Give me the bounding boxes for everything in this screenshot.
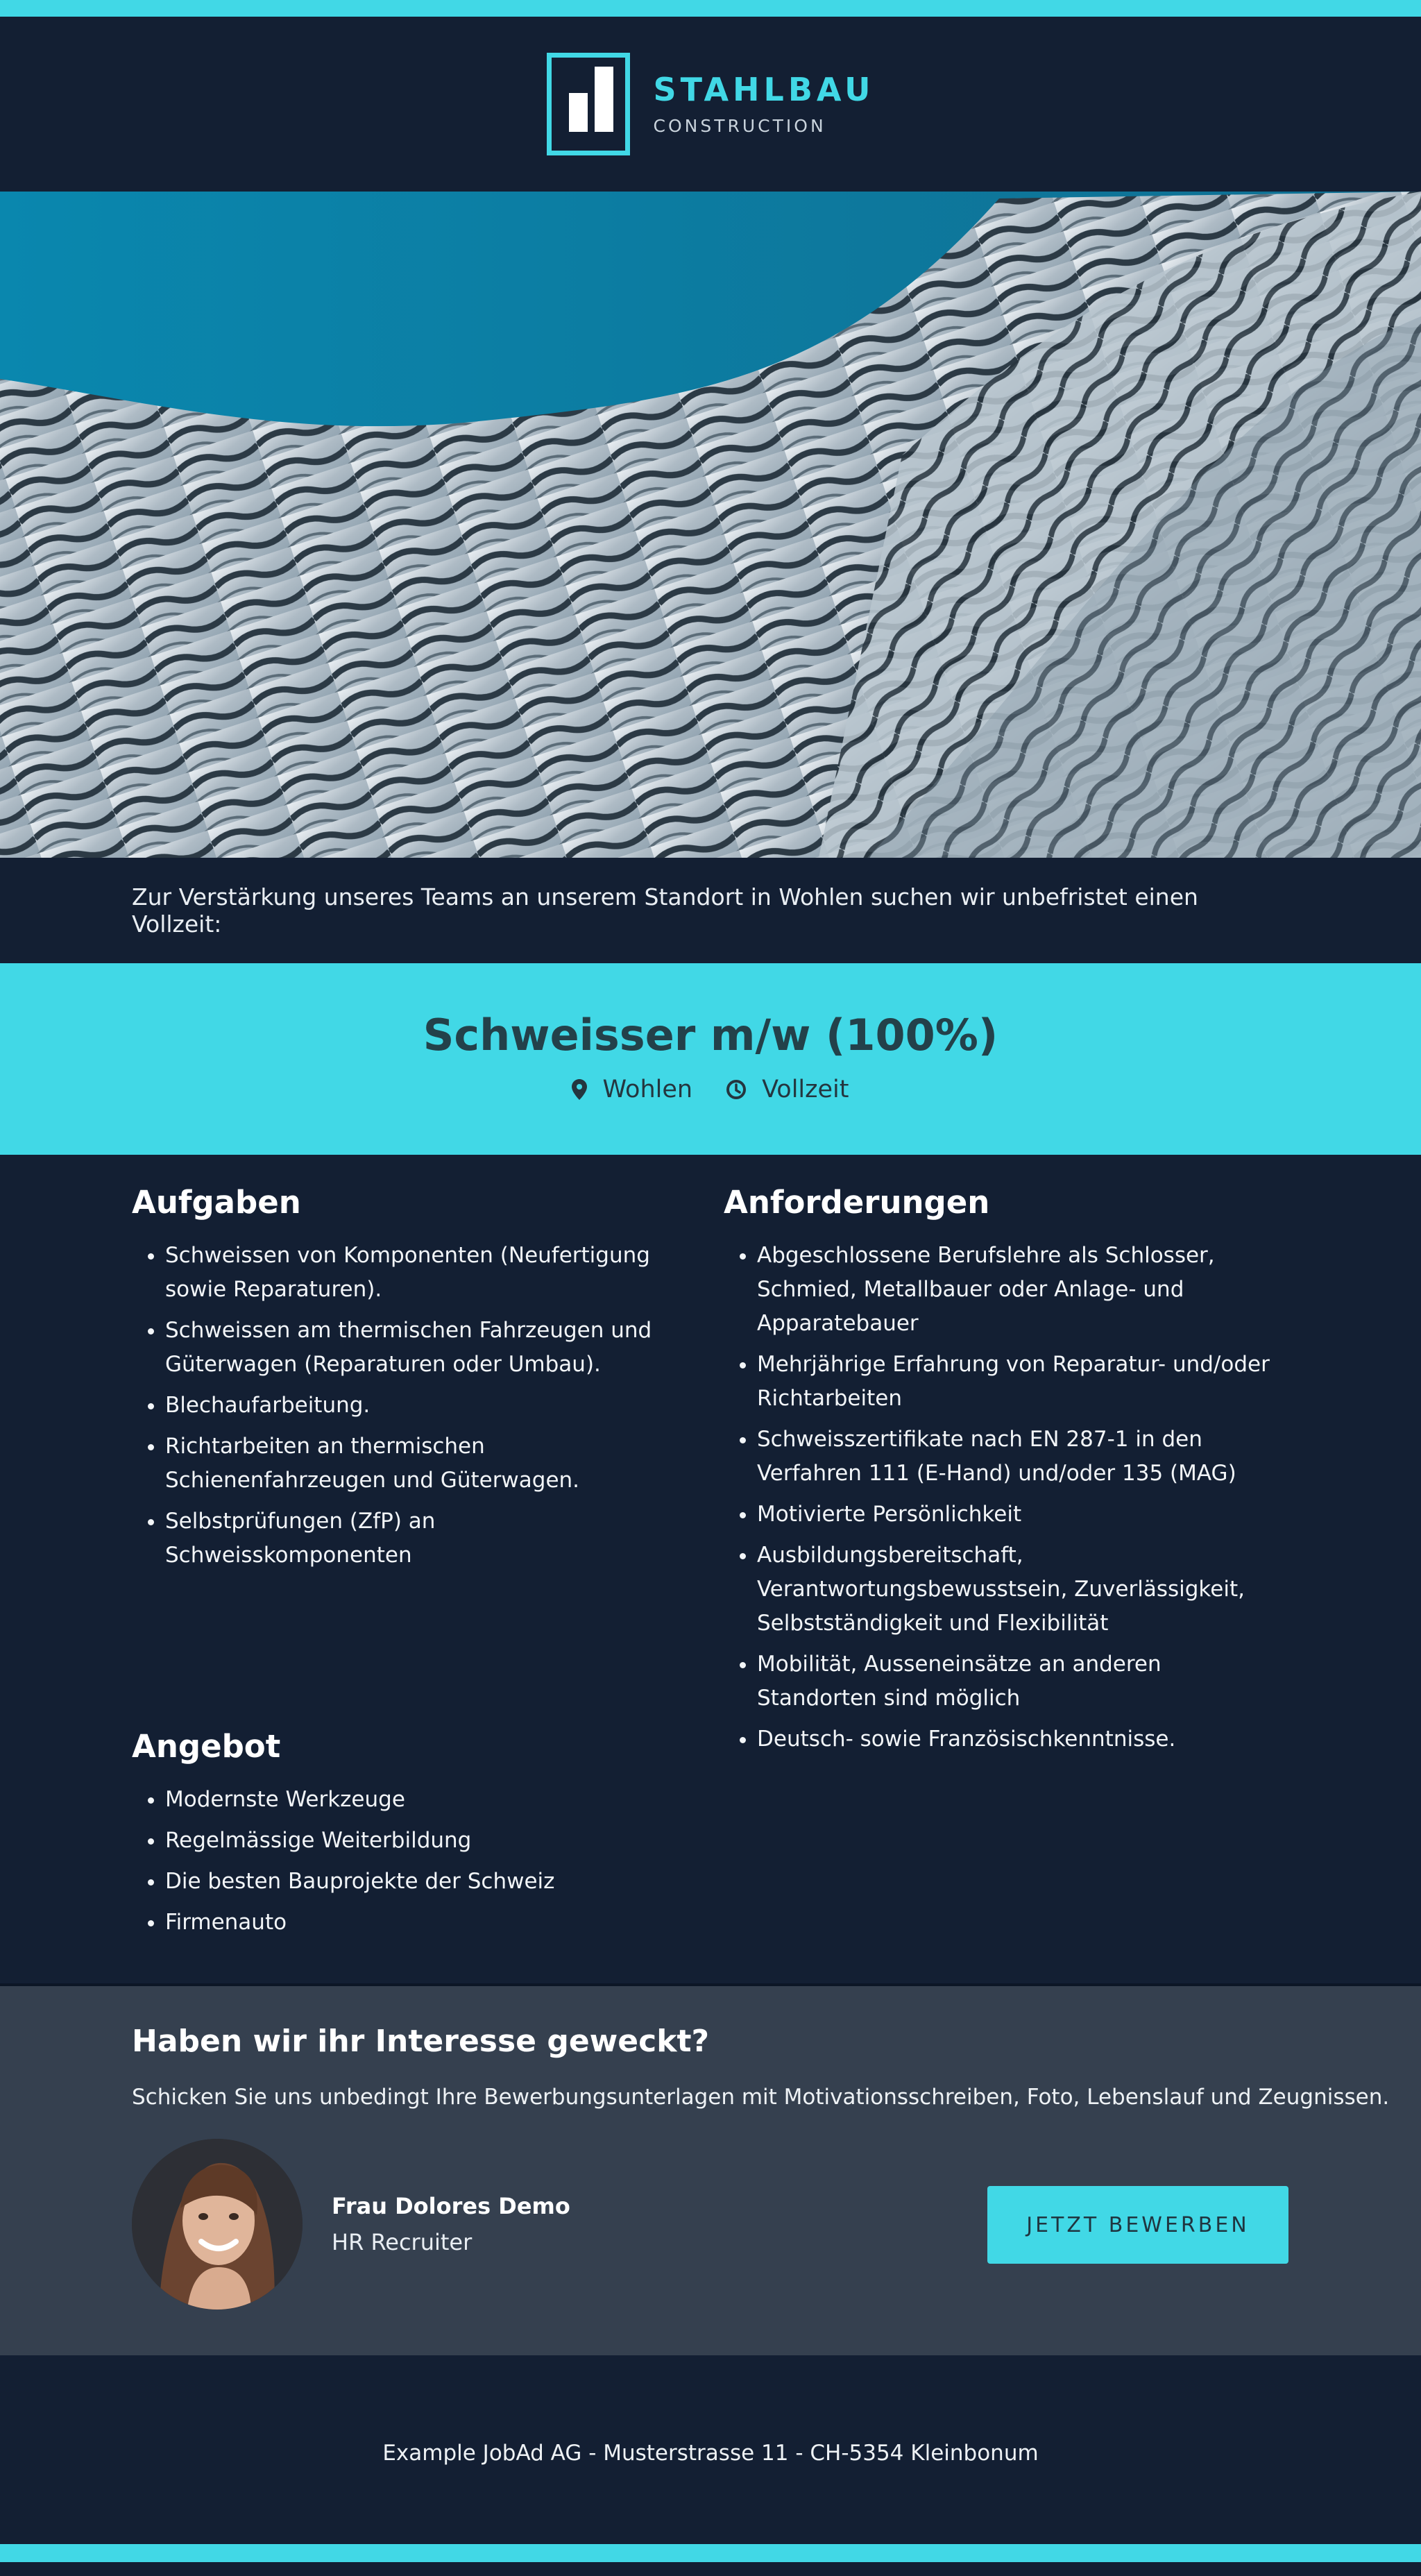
list-item: • Schweissen von Komponenten (Neufertigung sowie Reparaturen).: [165, 1239, 680, 1307]
list-item: • Selbstprüfungen (ZfP) an Schweisskomponenten: [165, 1505, 680, 1573]
offer-section: [132, 1728, 680, 1947]
requirements-section: [724, 1184, 1272, 1763]
list-item: • Schweisszertifikate nach EN 287-1 in den Verfahren 111 (E-Hand) und/oder 135 (MAG): [757, 1423, 1272, 1491]
logo-text: [654, 72, 875, 136]
list-item: • Mehrjährige Erfahrung von Reparatur- und/oder Richtarbeiten: [757, 1348, 1272, 1416]
application-section: [0, 1986, 1421, 2355]
offer-title: Angebot: [132, 1728, 281, 1765]
recruiter-contact: [132, 2139, 570, 2310]
tasks-list: [132, 1239, 680, 1573]
bottom-accent-strip: [0, 2544, 1421, 2562]
list-item: • Abgeschlossene Berufslehre als Schlosser, Schmied, Metallbauer oder Anlage- und Apparatebauer: [757, 1239, 1272, 1341]
cta-title: Haben wir ihr Interesse geweckt?: [132, 2024, 710, 2059]
header: [0, 17, 1421, 192]
brand-subtitle: CONSTRUCTION: [653, 115, 826, 136]
recruiter-photo: [132, 2139, 303, 2310]
brand-name: STAHLBAU: [653, 71, 875, 109]
clock-icon: [726, 1079, 747, 1100]
job-location-label: Wohlen: [602, 1075, 693, 1103]
company-logo: [547, 53, 875, 155]
list-item: • Blechaufarbeitung.: [165, 1389, 680, 1423]
requirements-list: [724, 1239, 1272, 1756]
offer-list: [132, 1783, 680, 1940]
contact-info: [332, 2193, 570, 2255]
list-item: • Modernste Werkzeuge: [165, 1783, 680, 1817]
list-item: • Schweissen am thermischen Fahrzeugen und Güterwagen (Reparaturen oder Umbau).: [165, 1314, 680, 1382]
list-item: • Die besten Bauprojekte der Schweiz: [165, 1865, 680, 1899]
architecture-facade-image: [0, 192, 1421, 858]
job-type-label: Vollzeit: [762, 1075, 849, 1103]
job-title: Schweisser m/w (100%): [423, 1009, 998, 1060]
tasks-title: Aufgaben: [132, 1184, 301, 1221]
avatar: [132, 2139, 303, 2310]
list-item: • Ausbildungsbereitschaft, Verantwortungsbewusstsein, Zuverlässigkeit, Selbstständigkeit und Flexibilität: [757, 1539, 1272, 1641]
logo-mark-icon: [547, 53, 630, 155]
job-meta: [555, 1076, 865, 1103]
cta-text: Schicken Sie uns unbedingt Ihre Bewerbungsunterlagen mit Motivationsschreiben, Foto, Lebenslauf und Zeugnissen.: [132, 2085, 1390, 2110]
job-title-band: [0, 963, 1421, 1155]
requirements-title: Anforderungen: [724, 1184, 990, 1221]
contact-role: HR Recruiter: [332, 2229, 473, 2255]
list-item: • Deutsch- sowie Französischkenntnisse.: [757, 1722, 1272, 1756]
list-item: • Motivierte Persönlichkeit: [757, 1498, 1272, 1532]
map-pin-icon: [572, 1079, 587, 1100]
list-item: • Firmenauto: [165, 1906, 680, 1940]
list-item: • Mobilität, Ausseneinsätze an anderen Standorten sind möglich: [757, 1647, 1272, 1715]
intro-text: Zur Verstärkung unseres Teams an unserem Standort in Wohlen suchen wir unbefristet einen Vollzeit:: [132, 883, 1198, 938]
job-details: [0, 1155, 1421, 1983]
apply-now-button[interactable]: JETZT BEWERBEN: [987, 2186, 1288, 2264]
tasks-section: [132, 1184, 680, 1579]
contact-name: Frau Dolores Demo: [332, 2193, 570, 2219]
job-location: [572, 1076, 692, 1103]
hero-image: [0, 192, 1421, 858]
top-accent-strip: [0, 0, 1421, 17]
list-item: • Regelmässige Weiterbildung: [165, 1824, 680, 1858]
list-item: • Richtarbeiten an thermischen Schienenfahrzeugen und Güterwagen.: [165, 1430, 680, 1498]
footer-address: Example JobAd AG - Musterstrasse 11 - CH-5354 Kleinbonum: [382, 2441, 1039, 2466]
job-type: [726, 1076, 849, 1103]
